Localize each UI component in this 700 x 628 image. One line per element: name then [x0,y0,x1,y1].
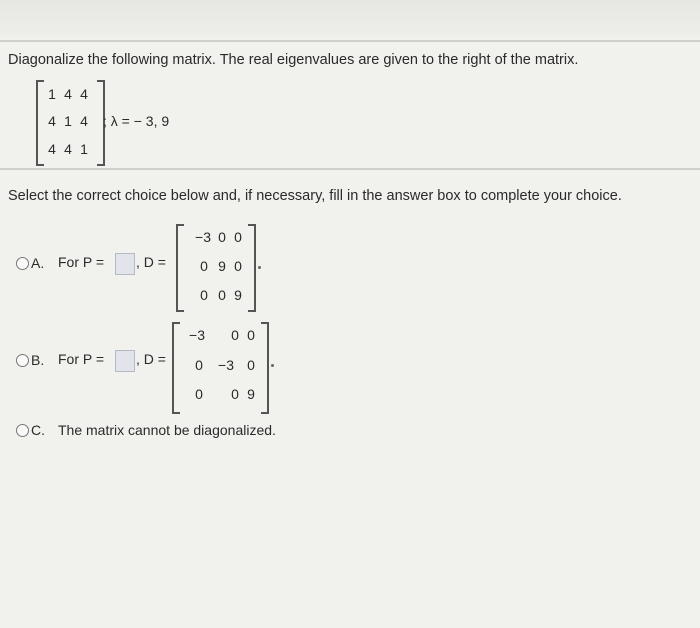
choice-b-for-p: For P = [58,351,105,367]
matrix-d-b-period [271,364,274,367]
choice-a-letter[interactable]: A. [31,255,45,271]
choice-a-for-p: For P = [58,254,105,270]
choice-b-letter[interactable]: B. [31,352,45,368]
choice-c-letter[interactable]: C. [31,422,45,438]
matrix-d-a-left-bracket [176,224,184,312]
matrix-d-b-right-bracket [261,322,269,414]
matrix-cell: 1 [64,113,72,129]
matrix-cell: 4 [64,86,72,102]
matrix-d-a-cell: 0 [200,287,208,303]
matrix-d-a-cell: 0 [234,229,242,245]
matrix-d-b-cell: 0 [247,327,255,343]
choice-b-d-label: , D = [136,351,166,367]
matrix-d-b-cell: 9 [247,386,255,402]
matrix-cell: 1 [48,86,56,102]
radio-choice-c[interactable] [16,424,29,437]
matrix-d-a-right-bracket [248,224,256,312]
matrix-d-a-period [258,266,261,269]
answer-box-p-b[interactable] [115,350,135,372]
matrix-d-b-cell: 0 [231,386,239,402]
matrix-left-bracket [36,80,44,166]
radio-choice-a[interactable] [16,257,29,270]
choice-c-text: The matrix cannot be diagonalized. [58,422,276,438]
matrix-d-b-cell: −3 [189,327,205,343]
matrix-d-b-cell: 0 [195,386,203,402]
eigenvalue-label: ; λ = − 3, 9 [103,113,170,129]
header-divider [0,40,700,42]
matrix-d-a-cell: 0 [218,229,226,245]
matrix-cell: 4 [48,141,56,157]
matrix-d-a-cell: 0 [200,258,208,274]
instruction-text: Select the correct choice below and, if necessary, fill in the answer box to complete your choice. [8,188,622,204]
matrix-d-b-cell: 0 [231,327,239,343]
matrix-cell: 1 [80,141,88,157]
matrix-cell: 4 [48,113,56,129]
matrix-d-a-cell: 9 [234,287,242,303]
matrix-cell: 4 [80,113,88,129]
matrix-d-a-cell: 9 [218,258,226,274]
radio-choice-b[interactable] [16,354,29,367]
matrix-d-b-cell: 0 [247,357,255,373]
matrix-cell: 4 [80,86,88,102]
matrix-d-a-cell: −3 [195,229,211,245]
matrix-d-a-cell: 0 [234,258,242,274]
top-bar [0,0,700,36]
eigenvalue-text: λ = − 3, 9 [110,113,170,129]
question-prompt: Diagonalize the following matrix. The real eigenvalues are given to the right of the matrix. [8,52,579,68]
matrix-cell: 4 [64,141,72,157]
matrix-d-b-cell: 0 [195,357,203,373]
matrix-d-b-left-bracket [172,322,180,414]
answer-box-p-a[interactable] [115,253,135,275]
matrix-d-a-cell: 0 [218,287,226,303]
section-divider [0,168,700,170]
choice-a-d-label: , D = [136,254,166,270]
matrix-d-b-cell: −3 [218,357,234,373]
